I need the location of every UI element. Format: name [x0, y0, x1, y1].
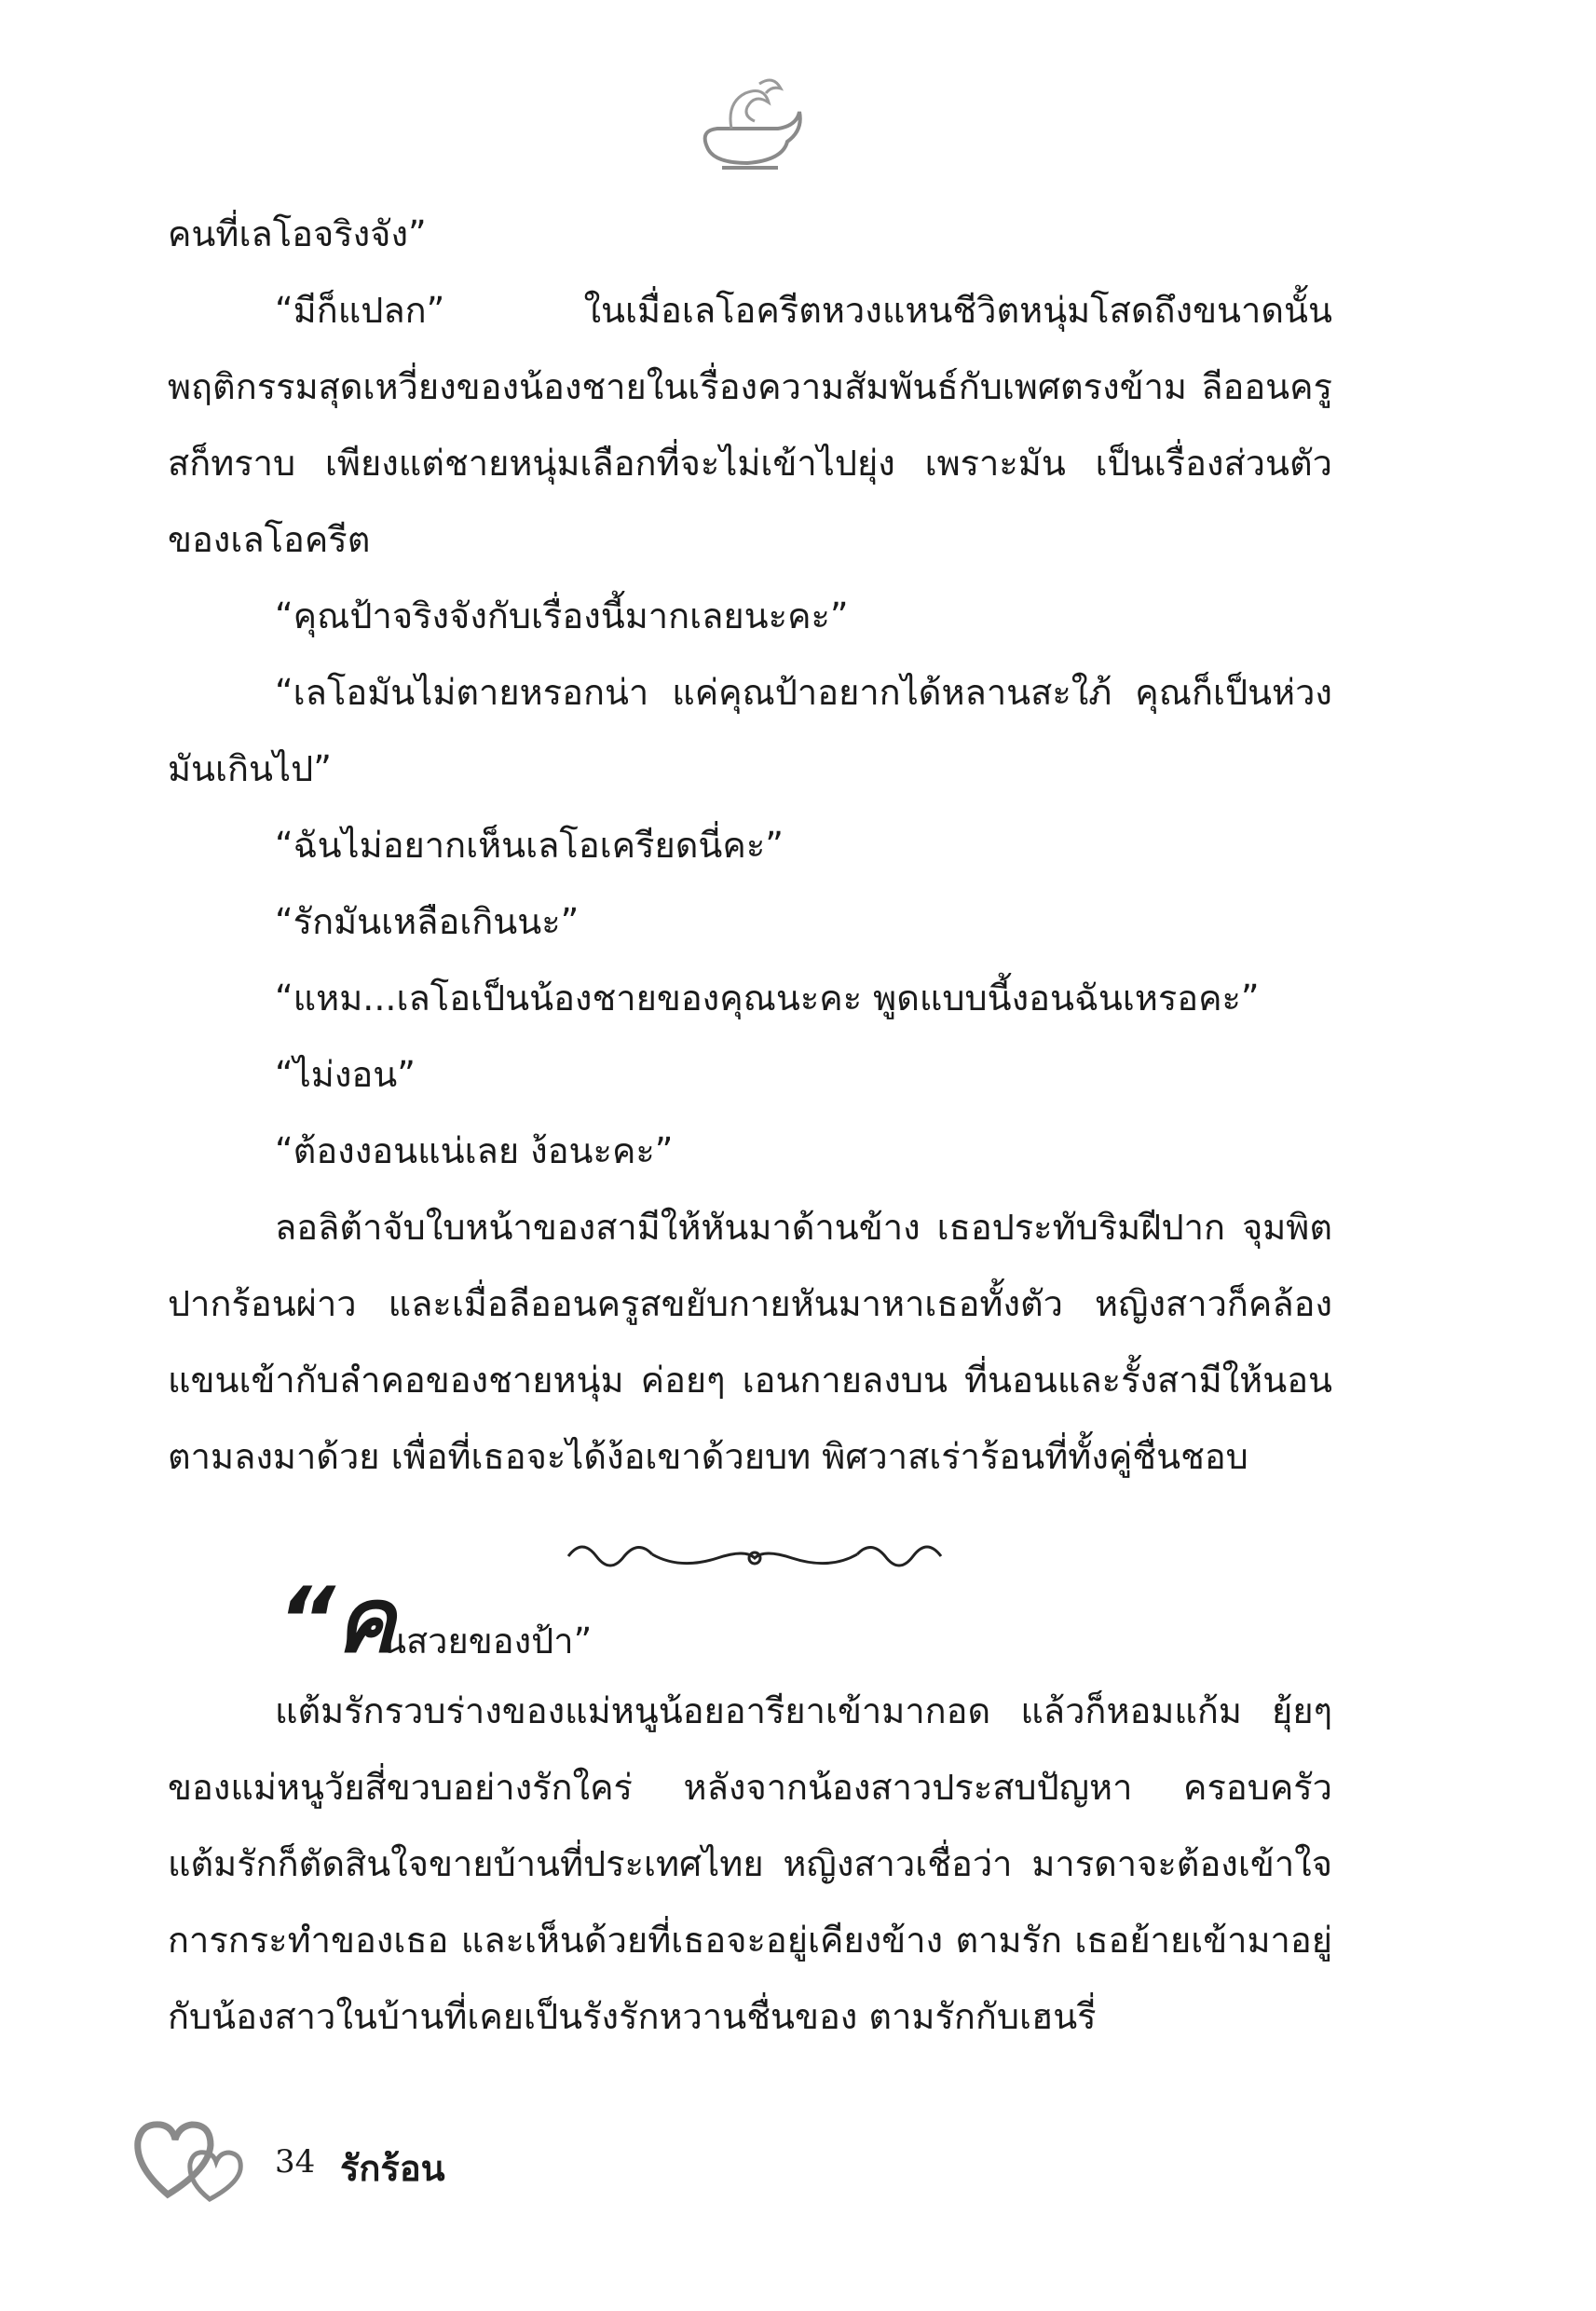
paragraph: “รักมันเหลือเกินนะ”	[275, 901, 580, 942]
teapot-ornament-icon	[689, 75, 811, 182]
paragraph: “มีก็แปลก” ในเมื่อเลโอครีตหวงแหนชีวิตหนุ่มโสดถึงขนาดนั้น พฤติกรรมสุดเหวี่ยงของน้องชายในเรื่องความสัมพันธ์กับเพศตรงข้าม ลีออนครูสก็ทราบ เพียงแต่ชายหนุ่มเลือกที่จะไม่เข้าไปยุ่ง เพราะมัน เป็นเรื่องส่วนตัวของเลโอครีต	[168, 290, 1332, 560]
paragraph: “ไม่งอน”	[275, 1054, 416, 1095]
paragraph: “ต้องงอนแน่เลย ง้อนะคะ”	[275, 1130, 674, 1171]
paragraph: คนที่เลโอจริงจัง”	[168, 213, 427, 254]
paragraph: ลอลิต้าจับใบหน้าของสามีให้หันมาด้านข้าง เธอประทับริมฝีปาก จุมพิตปากร้อนผ่าว และเมื่อลีออนครูสขยับกายหันมาหาเธอทั้งตัว หญิงสาวก็คล้องแขนเข้ากับลำคอของชายหนุ่ม ค่อยๆ เอนกายลงบน ที่นอนและรั้งสามีให้นอนตามลงมาด้วย เพื่อที่เธอจะได้ง้อเขาด้วยบท พิศวาสเร่าร้อนที่ทั้งคู่ชื่นชอบ	[168, 1207, 1332, 1477]
drop-cap-rest: นสวยของป้า”	[382, 1620, 593, 1661]
main-text	[168, 196, 1332, 1495]
hearts-icon	[130, 2106, 252, 2208]
paragraph: “คุณป้าจริงจังกับเรื่องนี้มากเลยนะคะ”	[275, 595, 849, 636]
paragraph: “แหม...เลโอเป็นน้องชายของคุณนะคะ พูดแบบนี้งอนฉันเหรอคะ”	[275, 978, 1260, 1019]
paragraph: “ฉันไม่อยากเห็นเลโอเครียดนี่คะ”	[275, 825, 784, 866]
page-number: 34	[275, 2143, 316, 2181]
paragraph: แต้มรักรวบร่างของแม่หนูน้อยอารียาเข้ามากอด แล้วก็หอมแก้ม ยุ้ยๆ ของแม่หนูวัยสี่ขวบอย่างรักใคร่ หลังจากน้องสาวประสบปัญหา ครอบครัว แต้มรักก็ตัดสินใจขายบ้านที่ประเทศไทย หญิงสาวเชื่อว่า มารดาจะต้องเข้าใจการกระทำของเธอ และเห็นด้วยที่เธอจะอยู่เคียงข้าง ตามรัก เธอย้ายเข้ามาอยู่กับน้องสาวในบ้านที่เคยเป็นรังรักหวานชื่นของ ตามรักกับเฮนรี่	[168, 1690, 1332, 2037]
section-heading	[168, 1570, 1332, 1673]
book-title: รักร้อน	[340, 2148, 445, 2189]
paragraph: “เลโอมันไม่ตายหรอกน่า แค่คุณป้าอยากได้หลานสะใภ้ คุณก็เป็นห่วง มันเกินไป”	[168, 672, 1332, 789]
drop-cap: “ค	[278, 1568, 396, 1673]
page-footer	[130, 2106, 596, 2208]
section-two	[168, 1570, 1332, 2055]
